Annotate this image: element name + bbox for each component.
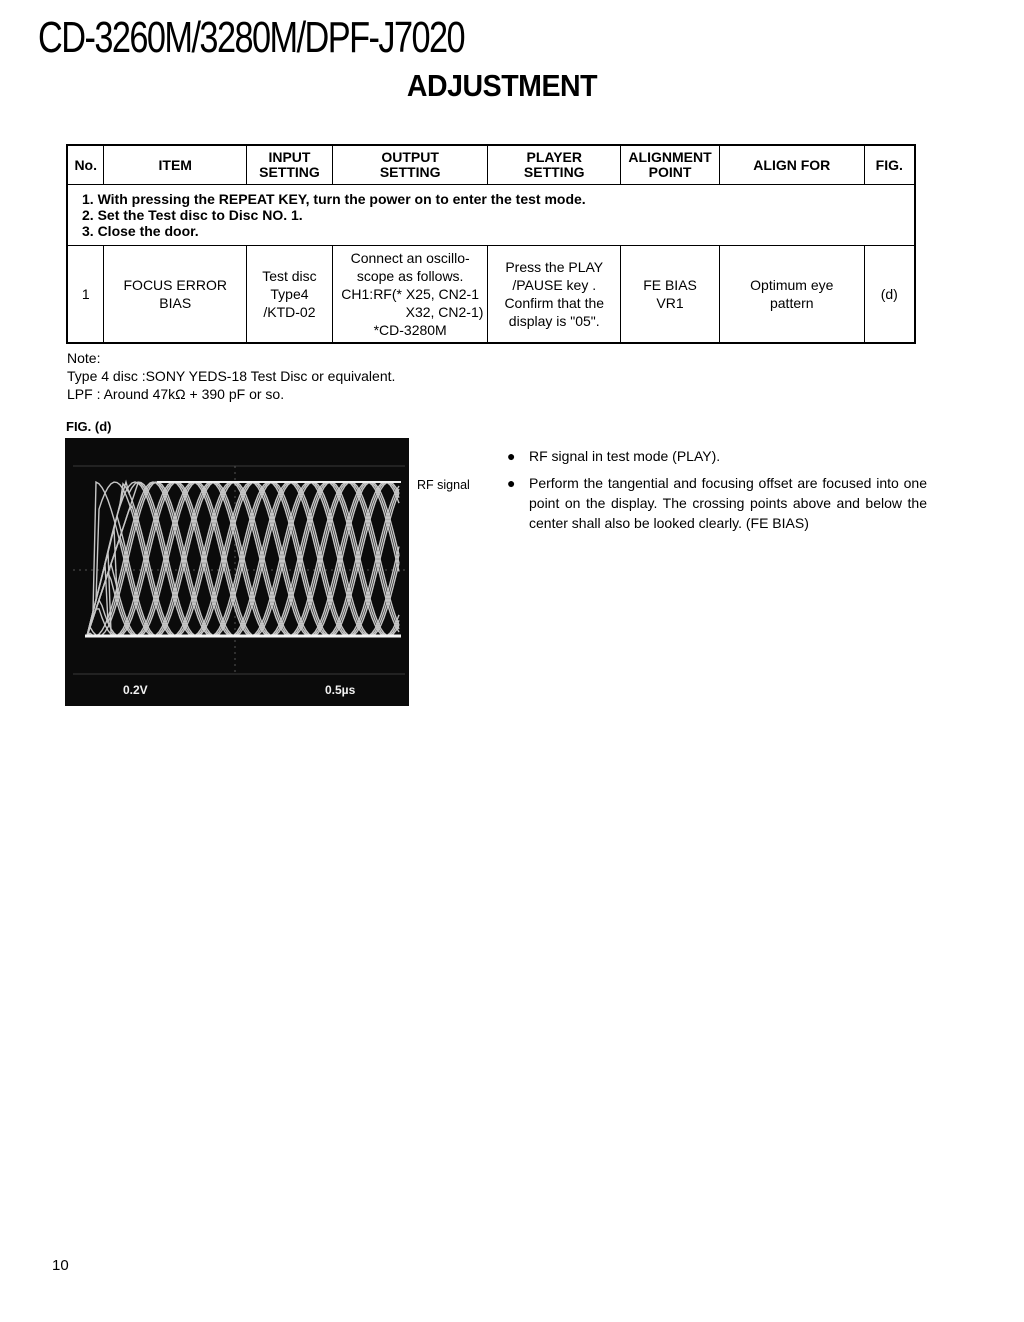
- adjustment-table: [66, 144, 916, 344]
- section-title: ADJUSTMENT: [406, 68, 598, 103]
- bullet-icon: ●: [507, 448, 516, 464]
- header-output: OUTPUT SETTING: [332, 145, 488, 185]
- table-row: [67, 246, 915, 344]
- table-header-row: [67, 145, 915, 185]
- cell-input: Test disc Type4 /KTD-02: [247, 246, 333, 344]
- time-div-label: 0.5µs: [325, 683, 356, 697]
- steps-cell: [67, 185, 915, 246]
- header-alignment-point: ALIGNMENT POINT: [621, 145, 720, 185]
- header-player: PLAYER SETTING: [488, 145, 621, 185]
- cell-item: FOCUS ERROR BIAS: [104, 246, 247, 344]
- step-2: 2. Set the Test disc to Disc NO. 1.: [82, 207, 303, 223]
- cell-alignment-point: FE BIAS VR1: [621, 246, 720, 344]
- eye-pattern-waveform: [65, 438, 409, 706]
- step-1: 1. With pressing the REPEAT KEY, turn the power on to enter the test mode.: [82, 191, 586, 207]
- cell-no: 1: [67, 246, 104, 344]
- figure-label: FIG. (d): [66, 419, 112, 434]
- header-fig: FIG.: [864, 145, 915, 185]
- rf-signal-label: RF signal: [417, 478, 470, 492]
- page-number: 10: [52, 1257, 69, 1274]
- steps-row: [67, 185, 915, 246]
- cell-fig: (d): [864, 246, 915, 344]
- header-input: INPUT SETTING: [247, 145, 333, 185]
- bullet-list: [507, 446, 927, 540]
- bullet-icon: ●: [507, 475, 516, 491]
- header-item: ITEM: [104, 145, 247, 185]
- header-no: No.: [67, 145, 104, 185]
- notes: [67, 349, 395, 403]
- oscilloscope-image: [65, 438, 409, 706]
- note-line: Type 4 disc :SONY YEDS-18 Test Disc or equivalent.: [67, 368, 396, 384]
- cell-output: Connect an oscillo- scope as follows. CH1:RF(* X25, CN2-1 X32, CN2-1) *CD-3280M: [332, 246, 488, 344]
- cell-align-for: Optimum eye pattern: [720, 246, 865, 344]
- list-item: ● Perform the tangential and focusing offset are focused into one point on the display. The crossing points above and below the center shall also be looked clearly. (FE BIAS): [507, 475, 927, 531]
- cell-player: Press the PLAY /PAUSE key . Confirm that the display is "05".: [488, 246, 621, 344]
- header-align-for: ALIGN FOR: [720, 145, 865, 185]
- model-title: CD-3260M/3280M/DPF-J7020: [38, 13, 465, 62]
- list-item: ● RF signal in test mode (PLAY).: [507, 448, 721, 464]
- step-3: 3. Close the door.: [82, 223, 199, 239]
- volt-div-label: 0.2V: [123, 683, 148, 697]
- note-line: LPF : Around 47kΩ + 390 pF or so.: [67, 386, 285, 402]
- note-title: Note:: [67, 350, 101, 366]
